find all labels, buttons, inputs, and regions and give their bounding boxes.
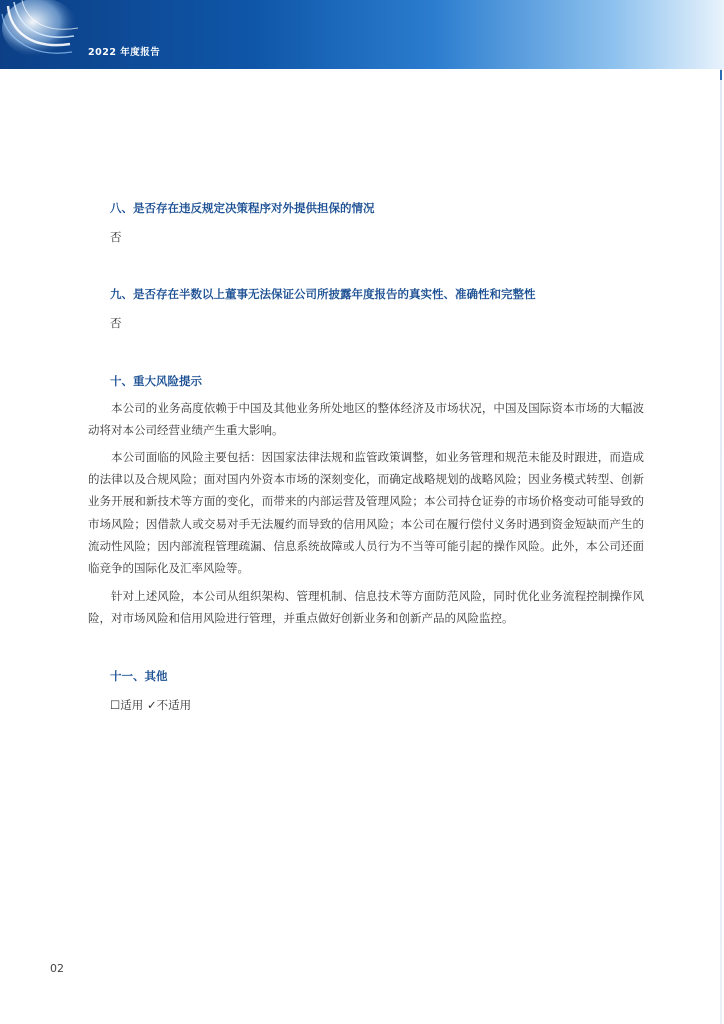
report-title: 2022 年度报告	[88, 47, 161, 58]
page-header-banner	[0, 0, 724, 69]
page-edge-marker	[720, 70, 722, 80]
section-answer-9: 否	[110, 316, 122, 330]
risk-paragraph-2: 本公司面临的风险主要包括：因国家法律法规和监管政策调整，如业务管理和规范未能及时跟进，而造成的法律以及合规风险；面对国内外资本市场的深刻变化，而确定战略规划的战略风险；因业务模式转型、创新业务开展和新技术等方面的变化，而带来的内部运营及管理风险；本公司持仓证券的市场价格变动可能导致的市场风险；因借款人或交易对手无法履约而导致的信用风险；本公司在履行偿付义务时遇到资金短缺而产生的流动性风险；因内部流程管理疏漏、信息系统故障或人员行为不当等可能引起的操作风险。此外，本公司还面临竞争的国际化及汇率风险等。	[88, 450, 644, 576]
risk-paragraph-3: 针对上述风险，本公司从组织架构、管理机制、信息技术等方面防范风险，同时优化业务流程控制操作风险，对市场风险和信用风险进行管理，并重点做好创新业务和创新产品的风险监控。	[88, 589, 644, 626]
section-title-11: 十一、其他	[110, 669, 168, 683]
section-answer-8: 否	[110, 230, 122, 244]
section-title-9: 九、是否存在半数以上董事无法保证公司所披露年度报告的真实性、准确性和完整性	[110, 287, 536, 301]
section-title-10: 十、重大风险提示	[110, 374, 202, 388]
applicability-options: ☐适用 ✓不适用	[110, 698, 192, 712]
risk-paragraph-1: 本公司的业务高度依赖于中国及其他业务所处地区的整体经济及市场状况，中国及国际资本市场的大幅波动将对本公司经营业绩产生重大影响。	[88, 401, 644, 438]
page-edge-rule	[720, 69, 722, 1024]
page-number: 02	[50, 962, 64, 975]
section-title-8: 八、是否存在违反规定决策程序对外提供担保的情况	[110, 201, 375, 215]
swirl-emblem-icon	[0, 0, 90, 69]
